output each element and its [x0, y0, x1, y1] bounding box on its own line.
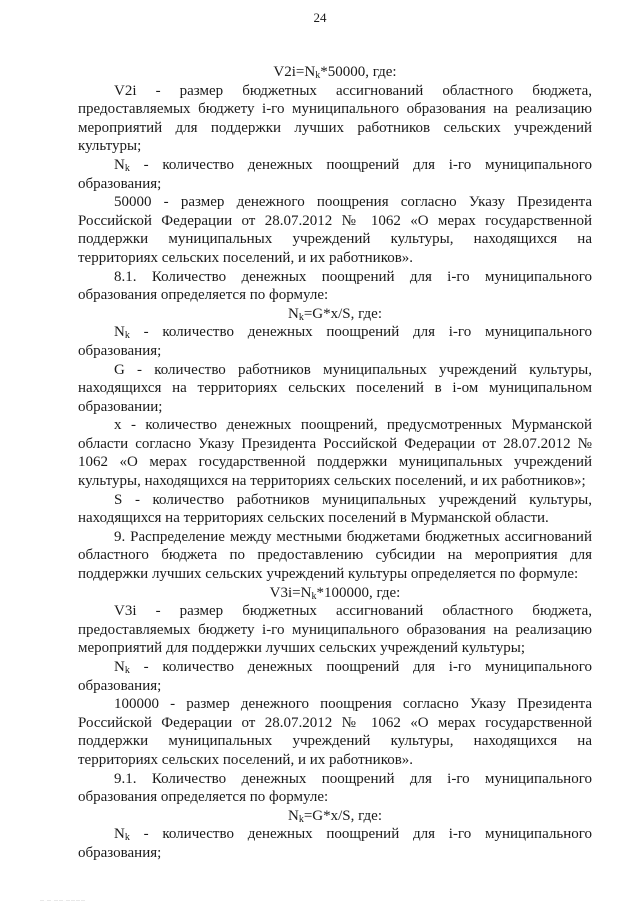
paragraph [78, 323, 592, 360]
text-run: V2i - размер бюджетных ассигнований областного бюджета, предоставляемых бюджету i-го муниципального образования на реализацию мероприятий для поддержки лучших работников сельских учреждений культуры; [78, 82, 592, 155]
subscript: k [311, 590, 317, 602]
paragraph [78, 268, 592, 305]
subscript: k [315, 70, 321, 81]
paragraph [78, 82, 592, 156]
paragraph [78, 193, 592, 267]
subscript: k [124, 162, 130, 174]
paragraph [78, 825, 592, 862]
text-run: =G*x/S, где: [303, 305, 382, 322]
text-run: V3i=N [269, 584, 312, 601]
text-run: V3i - размер бюджетных ассигнований областного бюджета, предоставляемых бюджету i-го муниципального образования на реализацию мероприятий для поддержки лучших сельских учреждений культуры; [78, 603, 592, 657]
text-run: =G*x/S, где: [303, 807, 382, 824]
paragraph [78, 658, 592, 695]
subscript: k [298, 311, 304, 323]
text-run: N [114, 826, 125, 843]
formula-line [78, 305, 592, 324]
text-run: 100000 - размер денежного поощрения согласно Указу Президента Российской Федерации от 28.07.2012 № 1062 «О мерах государственной поддержки муниципальных учреждений культуры, находящихся на территориях сельских поселений, и их работников». [78, 696, 592, 768]
paragraph [78, 602, 592, 658]
subscript: k [124, 330, 130, 342]
subscript: k [124, 665, 130, 676]
paragraph [78, 156, 592, 193]
text-run: - количество денежных поощрений для i-го муниципального образования; [78, 324, 592, 359]
text-run: N [114, 156, 125, 173]
document-body [78, 63, 592, 863]
text-run: N [287, 807, 299, 824]
text-run: *100000, где: [316, 584, 401, 601]
text-run: N [287, 305, 299, 322]
formula-line [78, 807, 592, 826]
formula-line [78, 63, 592, 82]
paragraph [78, 361, 592, 417]
paragraph [78, 695, 592, 769]
text-run: 9. Распределение между местными бюджетами бюджетных ассигнований областного бюджета по предоставлению субсидии на мероприятия для поддержки лучших сельских учреждений культуры определяется по формуле: [78, 528, 592, 583]
text-run: G - количество работников муниципальных учреждений культуры, находящихся на территориях сельских поселений в i-ом муниципальном образовании; [78, 361, 592, 415]
text-run: 8.1. Количество денежных поощрений для i-го муниципального образования определяется по формуле: [78, 268, 592, 304]
text-run: *50000, где: [320, 64, 397, 80]
scan-artifact: — — —— ———— [40, 897, 86, 902]
text-run: 50000 - размер денежного поощрения согласно Указу Президента Российской Федерации от 28.07.2012 № 1062 «О мерах государственной поддержки муниципальных учреждений культуры, находящихся на территориях сельских поселений, и их работников». [78, 194, 592, 266]
text-run: - количество денежных поощрений для i-го муниципального образования; [78, 826, 592, 861]
paragraph [78, 491, 592, 528]
text-run: N [114, 659, 125, 675]
page-number: 24 [313, 10, 327, 25]
paragraph [78, 416, 592, 490]
text-run: N [114, 324, 125, 341]
subscript: k [124, 832, 130, 844]
text-run: - количество денежных поощрений для i-го муниципального образования; [78, 156, 592, 192]
paragraph [78, 770, 592, 807]
text-run: 9.1. Количество денежных поощрений для i-го муниципального образования определяется по формуле: [78, 770, 592, 806]
text-run: V2i=N [273, 64, 316, 80]
formula-line [78, 584, 592, 603]
text-run: x - количество денежных поощрений, предусмотренных Мурманской области согласно Указу Президента Российской Федерации от 28.07.2012 № 1062 «О мерах государственной поддержки муниципальных учреждений культуры, находящихся на территориях сельских поселений, и их работников»; [78, 417, 592, 490]
paragraph [78, 528, 592, 584]
text-run: S - количество работников муниципальных учреждений культуры, находящихся на территориях сельских поселений в Мурманской области. [78, 491, 592, 527]
subscript: k [298, 813, 304, 825]
text-run: - количество денежных поощрений для i-го муниципального образования; [78, 659, 592, 694]
